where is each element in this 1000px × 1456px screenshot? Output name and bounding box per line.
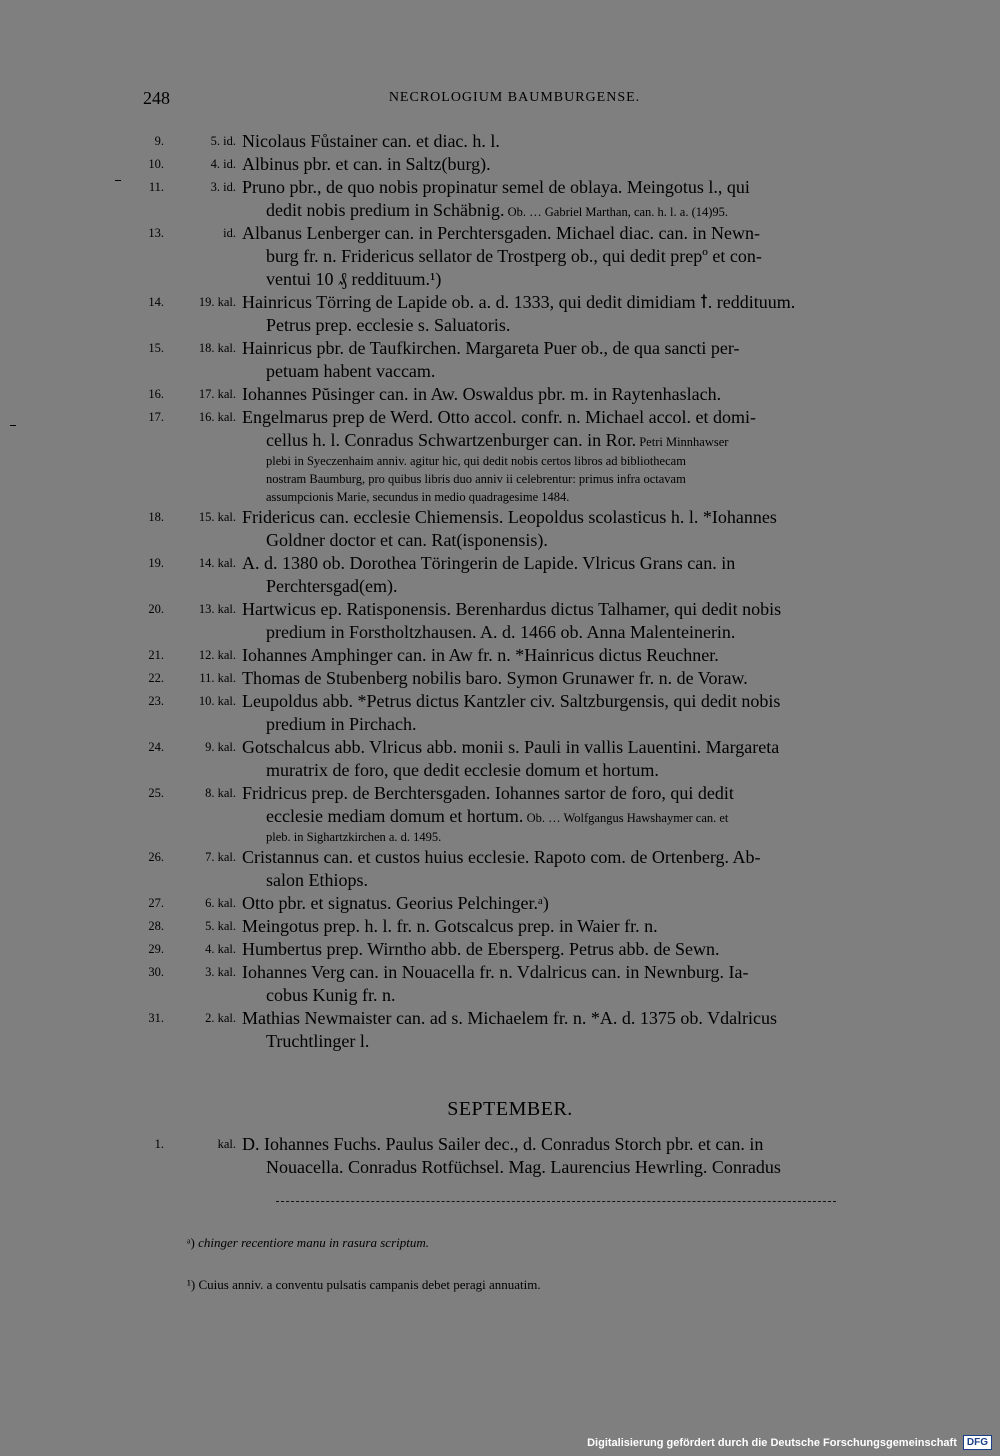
entry-line: Fridericus can. ecclesie Chiemensis. Leopoldus scolasticus h. l. *Iohannes xyxy=(242,507,777,527)
margin-mark xyxy=(115,180,121,181)
entry-line: Engelmarus prep de Werd. Otto accol. confr. n. Michael accol. et domi- xyxy=(242,407,757,427)
entry-day: 13. xyxy=(148,226,164,240)
entry-later-addition: Petri Minnhawser xyxy=(636,435,729,449)
entry-row xyxy=(140,176,890,222)
entry-line: muratrix de foro, que dedit ecclesie domum et hortum. xyxy=(266,760,659,780)
entry-row xyxy=(140,153,890,176)
entry-day: 29. xyxy=(148,942,164,956)
entry-roman-date: 16. kal. xyxy=(198,410,236,424)
entry-roman-date: 4. id. xyxy=(210,157,236,171)
entry-roman-date: 10. kal. xyxy=(198,694,236,708)
entry-roman-date: 6. kal. xyxy=(205,896,236,910)
entry-day: 17. xyxy=(148,410,164,424)
month-heading: SEPTEMBER. xyxy=(447,1098,573,1120)
entry-line: cobus Kunig fr. n. xyxy=(266,985,396,1005)
footnote-a-marker: ᵃ) xyxy=(187,1235,199,1250)
entry-line: predium in Pirchach. xyxy=(266,714,417,734)
entry-line: ventui 10 ₰ reddituum.¹) xyxy=(266,269,442,289)
entry-line: Mathias Newmaister can. ad s. Michaelem fr. n. *A. d. 1375 ob. Vdalricus xyxy=(242,1008,778,1028)
entry-line: D. Iohannes Fuchs. Paulus Sailer dec., d. Conradus Storch pbr. et can. in xyxy=(242,1134,764,1154)
entry-later-addition-line: plebi in Syeczenhaim anniv. agitur hic, qui dedit nobis certos libros ad bibliothecam xyxy=(266,454,686,468)
entry-line: petuam habent vaccam. xyxy=(266,361,436,381)
entry-line: Otto pbr. et signatus. Georius Pelchinger.ᵃ) xyxy=(242,893,549,913)
entry-row xyxy=(140,1133,890,1179)
margin-mark xyxy=(10,425,16,426)
entry-day: 25. xyxy=(148,786,164,800)
entry-text xyxy=(236,337,890,383)
entry-line: Cristannus can. et custos huius ecclesie. Rapoto com. de Ortenberg. Ab- xyxy=(242,847,761,867)
entry-line: Leupoldus abb. *Petrus dictus Kantzler civ. Saltzburgensis, qui dedit nobis xyxy=(242,691,781,711)
entry-roman-date: 14. kal. xyxy=(198,556,236,570)
entry-line: Hainricus Törring de Lapide ob. a. d. 1333, qui dedit dimidiam ꝉ. reddituum. xyxy=(242,292,796,312)
entry-line xyxy=(242,429,890,452)
entry-later-addition-line: pleb. in Sighartzkirchen a. d. 1495. xyxy=(266,830,442,844)
entry-day: 31. xyxy=(148,1011,164,1025)
entry-line: Fridricus prep. de Berchtersgaden. Iohannes sartor de foro, qui dedit xyxy=(242,783,734,803)
entry-line: Petrus prep. ecclesie s. Saluatoris. xyxy=(266,315,511,335)
entry-row xyxy=(140,1007,890,1053)
dfg-credit xyxy=(587,1435,992,1450)
entry-row xyxy=(140,915,890,938)
entry-text xyxy=(236,782,890,846)
entry-line: Iohannes Amphinger can. in Aw fr. n. *Hainricus dictus Reuchner. xyxy=(242,645,719,665)
entry-roman-date: 17. kal. xyxy=(198,387,236,401)
entry-roman-date: 8. kal. xyxy=(205,786,236,800)
entry-row xyxy=(140,644,890,667)
footnote-rule xyxy=(276,1201,836,1204)
entry-text xyxy=(236,176,890,222)
entry-line: Humbertus prep. Wirntho abb. de Ebersperg. Petrus abb. de Sewn. xyxy=(242,939,720,959)
entry-later-addition: Ob. … Gabriel Marthan, can. h. l. a. (14)95. xyxy=(504,205,729,219)
entry-roman-date: 13. kal. xyxy=(198,602,236,616)
entry-line: Iohannes Verg can. in Nouacella fr. n. Vdalricus can. in Newnburg. Ia- xyxy=(242,962,749,982)
entry-later-addition: Ob. … Wolfgangus Hawshaymer can. et xyxy=(523,811,729,825)
entry-line: Hartwicus ep. Ratisponensis. Berenhardus dictus Talhamer, qui dedit nobis xyxy=(242,599,782,619)
entry-line: salon Ethiops. xyxy=(266,870,368,890)
entry-line: Nicolaus Fůstainer can. et diac. h. l. xyxy=(242,131,500,151)
entry-row xyxy=(140,337,890,383)
entry-roman-date: 12. kal. xyxy=(198,648,236,662)
entry-row xyxy=(140,222,890,291)
entry-row xyxy=(140,782,890,846)
entry-row xyxy=(140,667,890,690)
entry-row xyxy=(140,383,890,406)
entry-day: 27. xyxy=(148,896,164,910)
entry-later-addition-line: nostram Baumburg, pro quibus libris duo anniv ii celebrentur: primus infra octavam xyxy=(266,472,686,486)
entry-roman-date: 4. kal. xyxy=(205,942,236,956)
entry-text xyxy=(236,1007,890,1053)
entry-text xyxy=(236,291,890,337)
entry-line-main: dedit nobis predium in Schäbnig. xyxy=(266,200,505,220)
entry-roman-date: 3. kal. xyxy=(205,965,236,979)
page-header xyxy=(143,88,886,114)
entry-line: Albanus Lenberger can. in Perchtersgaden. Michael diac. can. in Newn- xyxy=(242,223,760,243)
entry-line: Gotschalcus abb. Vlricus abb. monii s. Pauli in vallis Lauentini. Margareta xyxy=(242,737,780,757)
entry-text xyxy=(236,667,890,690)
entry-day: 19. xyxy=(148,556,164,570)
entry-day: 1. xyxy=(154,1137,164,1151)
entry-day: 15. xyxy=(148,341,164,355)
entry-line: Goldner doctor et can. Rat(isponensis). xyxy=(266,530,548,550)
entry-text xyxy=(236,552,890,598)
entry-row xyxy=(140,961,890,1007)
necrology-entries xyxy=(140,130,890,1053)
running-head: NECROLOGIUM BAUMBURGENSE. xyxy=(388,90,641,105)
entry-row xyxy=(140,892,890,915)
entry-day: 21. xyxy=(148,648,164,662)
entry-day: 10. xyxy=(148,157,164,171)
entry-line: predium in Forstholtzhausen. A. d. 1466 ob. Anna Malenteinerin. xyxy=(266,622,736,642)
entry-roman-date: 5. id. xyxy=(210,134,236,148)
entry-line: Perchtersgad(em). xyxy=(266,576,398,596)
entry-roman-date: 7. kal. xyxy=(205,850,236,864)
entry-text xyxy=(236,846,890,892)
entry-line-main: cellus h. l. Conradus Schwartzenburger can. in Ror. xyxy=(266,430,637,450)
entry-row xyxy=(140,406,890,506)
september-entries xyxy=(140,1133,890,1179)
entry-day: 18. xyxy=(148,510,164,524)
entry-line: Pruno pbr., de quo nobis propinatur semel de oblaya. Meingotus l., qui xyxy=(242,177,750,197)
entry-line: Truchtlinger l. xyxy=(266,1031,370,1051)
entry-roman-date: 2. kal. xyxy=(205,1011,236,1025)
entry-row xyxy=(140,938,890,961)
entry-line: Meingotus prep. h. l. fr. n. Gotscalcus prep. in Waier fr. n. xyxy=(242,916,658,936)
entry-text xyxy=(236,961,890,1007)
entry-later-addition-line: assumpcionis Marie, secundus in medio quadragesime 1484. xyxy=(266,490,570,504)
entry-roman-date: 3. id. xyxy=(210,180,236,194)
footnote-1: ¹) Cuius anniv. a conventu pulsatis campanis debet peragi annuatim. xyxy=(187,1277,541,1292)
entry-text xyxy=(236,938,890,961)
dfg-credit-text: Digitalisierung gefördert durch die Deutsche Forschungsgemeinschaft xyxy=(587,1436,957,1449)
entry-row xyxy=(140,552,890,598)
entry-row xyxy=(140,598,890,644)
entry-roman-date: id. xyxy=(223,226,236,240)
entry-roman-date: 9. kal. xyxy=(205,740,236,754)
entry-roman-date: kal. xyxy=(217,1137,236,1151)
entry-line: burg fr. n. Fridericus sellator de Trostperg ob., qui dedit prepº et con- xyxy=(266,246,762,266)
entry-text xyxy=(236,130,890,153)
entry-roman-date: 19. kal. xyxy=(198,295,236,309)
entry-text xyxy=(236,892,890,915)
entry-row xyxy=(140,736,890,782)
entry-text xyxy=(236,406,890,506)
entry-text xyxy=(236,644,890,667)
footnote-a-text: chinger recentiore manu in rasura scriptum. xyxy=(198,1235,429,1250)
entry-day: 11. xyxy=(148,180,164,194)
entry-day: 30. xyxy=(148,965,164,979)
entry-day: 14. xyxy=(148,295,164,309)
entry-line xyxy=(242,199,890,222)
entry-day: 28. xyxy=(148,919,164,933)
entry-text xyxy=(236,153,890,176)
entry-line: Hainricus pbr. de Taufkirchen. Margareta Puer ob., de qua sancti per- xyxy=(242,338,740,358)
entry-text xyxy=(236,598,890,644)
entry-day: 23. xyxy=(148,694,164,708)
entry-line: A. d. 1380 ob. Dorothea Töringerin de Lapide. Vlricus Grans can. in xyxy=(242,553,736,573)
entry-roman-date: 15. kal. xyxy=(198,510,236,524)
entry-text xyxy=(236,736,890,782)
entry-row xyxy=(140,846,890,892)
entry-text xyxy=(236,915,890,938)
entry-line: Thomas de Stubenberg nobilis baro. Symon Grunawer fr. n. de Voraw. xyxy=(242,668,748,688)
entry-line xyxy=(242,805,890,828)
entry-roman-date: 5. kal. xyxy=(205,919,236,933)
entry-line: Nouacella. Conradus Rotfüchsel. Mag. Laurencius Hewrling. Conradus xyxy=(266,1157,781,1177)
entry-day: 24. xyxy=(148,740,164,754)
entry-line-main: ecclesie mediam domum et hortum. xyxy=(266,806,524,826)
entry-day: 16. xyxy=(148,387,164,401)
entry-day: 20. xyxy=(148,602,164,616)
entry-text xyxy=(236,690,890,736)
footnote-a xyxy=(187,1235,429,1251)
entry-day: 22. xyxy=(148,671,164,685)
entry-text xyxy=(236,222,890,291)
entry-roman-date: 11. kal. xyxy=(199,671,236,685)
dfg-logo: DFG xyxy=(963,1435,992,1450)
entry-line: Iohannes Pŭsinger can. in Aw. Oswaldus pbr. m. in Raytenhaslach. xyxy=(242,384,722,404)
entry-row xyxy=(140,291,890,337)
entry-day: 26. xyxy=(148,850,164,864)
entry-text xyxy=(236,506,890,552)
page-number: 248 xyxy=(143,88,170,108)
entry-text xyxy=(236,383,890,406)
entry-line: Albinus pbr. et can. in Saltz(burg). xyxy=(242,154,491,174)
entry-row xyxy=(140,506,890,552)
entry-row xyxy=(140,130,890,153)
entry-text xyxy=(236,1133,890,1179)
entry-row xyxy=(140,690,890,736)
entry-roman-date: 18. kal. xyxy=(198,341,236,355)
entry-day: 9. xyxy=(154,134,164,148)
